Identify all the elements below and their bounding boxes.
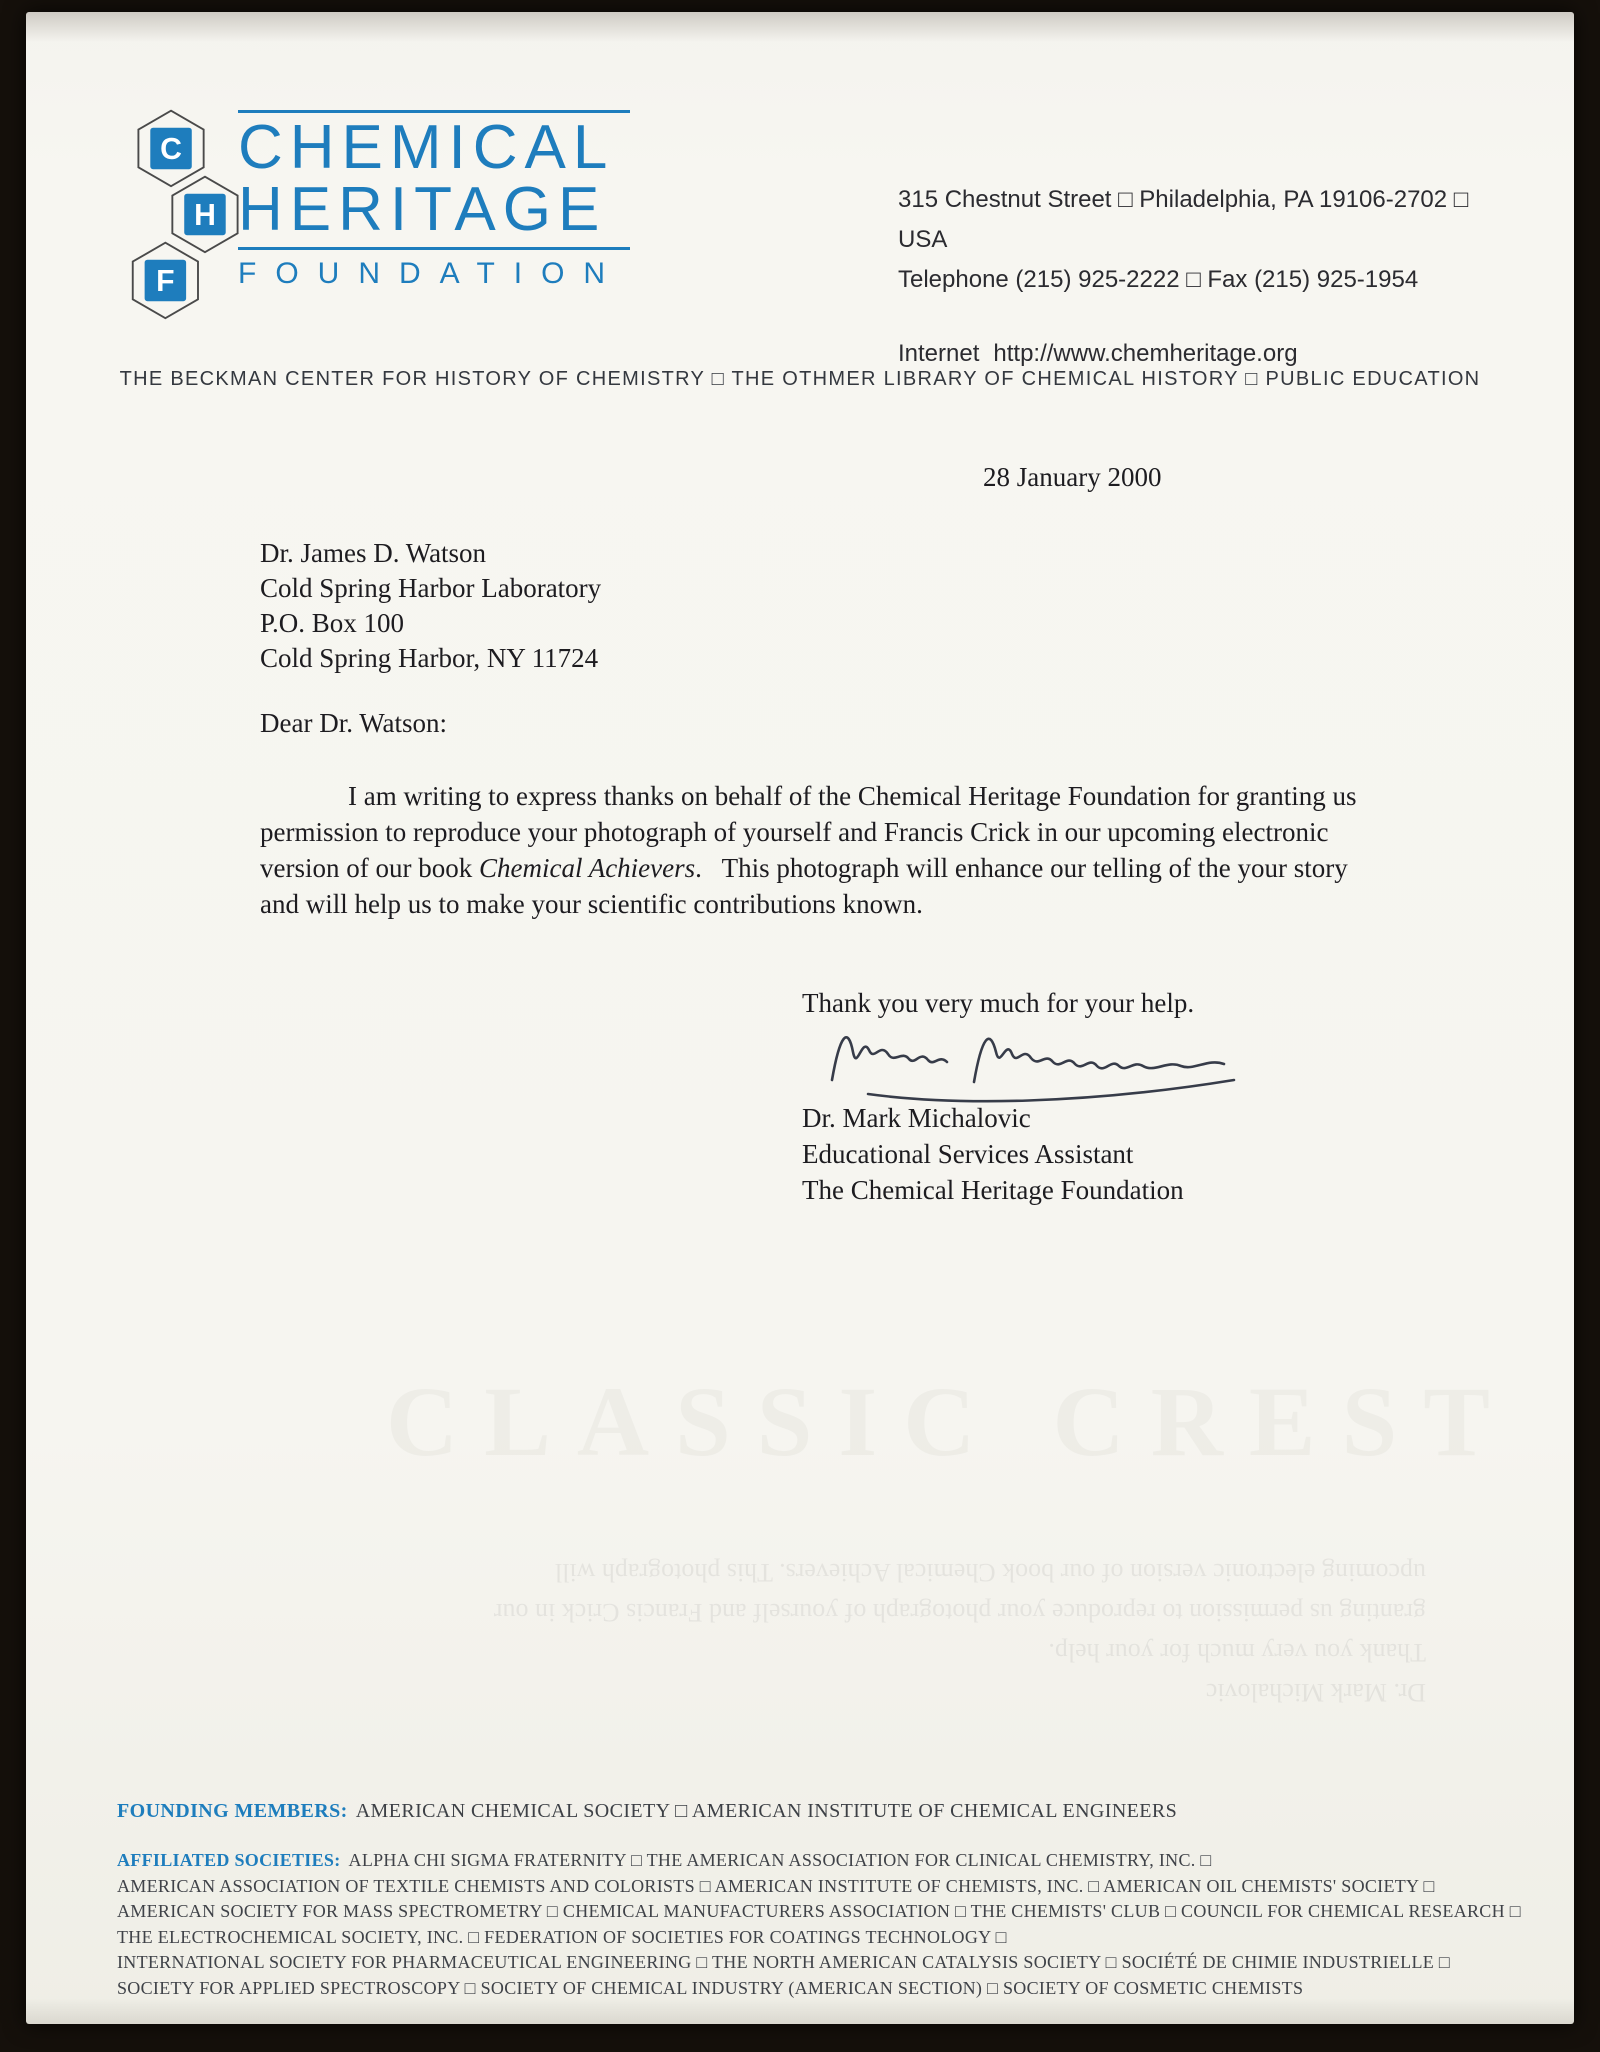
letterhead-address: 315 Chestnut Street □ Philadelphia, PA 19106-2702 □ USA — [898, 186, 1469, 253]
page-showthrough-text — [326, 1552, 1426, 1712]
signer-title: Educational Services Assistant — [802, 1139, 1134, 1169]
affiliated-line: INTERNATIONAL SOCIETY FOR PHARMACEUTICAL ENGINEERING □ THE NORTH AMERICAN CATALYSIS SOCIETY □ SOCIÉTÉ DE CHIMIE INDUSTRIELLE □ — [117, 1952, 1451, 1972]
recipient-city-state-zip: Cold Spring Harbor, NY 11724 — [260, 643, 599, 673]
showthrough-line: upcoming electronic version of our book Chemical Achievers. This photograph will — [554, 1558, 1426, 1587]
organization-name — [238, 110, 630, 290]
letterhead-contact-block — [898, 180, 1518, 374]
signer-organization: The Chemical Heritage Foundation — [802, 1175, 1184, 1205]
organization-name-main — [238, 110, 630, 250]
logo-letter-h: H — [194, 198, 216, 232]
recipient-name: Dr. James D. Watson — [260, 538, 487, 568]
showthrough-line: Dr. Mark Michalovic — [1205, 1678, 1426, 1707]
letter-paragraph — [260, 778, 1376, 922]
salutation: Dear Dr. Watson: — [260, 708, 448, 738]
affiliated-line: AMERICAN ASSOCIATION OF TEXTILE CHEMISTS AND COLORISTS □ AMERICAN INSTITUTE OF CHEMISTS, INC. □ AMERICAN OIL CHEMISTS' SOCIETY □ — [117, 1875, 1435, 1896]
logo-letter-f: F — [156, 264, 175, 298]
founding-members-text: AMERICAN CHEMICAL SOCIETY □ AMERICAN INSTITUTE OF CHEMICAL ENGINEERS — [355, 1800, 1178, 1822]
letter-page — [26, 12, 1574, 2024]
affiliated-line — [117, 1848, 1521, 1874]
founding-members-line — [117, 1800, 1177, 1823]
paragraph-text-before-italic: I am writing to express thanks on behalf of the Chemical Heritage Foundation for granting us permission to reproduce your photograph of yourself and Francis Crick in our upcoming electronic version of our book — [260, 781, 1357, 883]
org-name-line-chemical: CHEMICAL — [238, 113, 615, 182]
affiliated-societies-block — [117, 1848, 1521, 2001]
showthrough-line: Thank you very much for your help. — [1048, 1638, 1426, 1667]
affiliated-line: AMERICAN SOCIETY FOR MASS SPECTROMETRY □ CHEMICAL MANUFACTURERS ASSOCIATION □ THE CHEMISTS' CLUB □ COUNCIL FOR CHEMICAL RESEARCH □ — [117, 1901, 1521, 1921]
letterhead-banner: THE BECKMAN CENTER FOR HISTORY OF CHEMISTRY □ THE OTHMER LIBRARY OF CHEMICAL HISTORY □ PUBLIC EDUCATION — [119, 368, 1481, 390]
book-title-italic: Chemical Achievers — [478, 853, 696, 883]
website-url: http://www.chemheritage.org — [993, 340, 1298, 367]
showthrough-line: granting us permission to reproduce your photograph of yourself and Francis Crick in our — [493, 1598, 1426, 1627]
affiliated-societies-label: AFFILIATED SOCIETIES: — [117, 1850, 341, 1870]
affiliated-line: SOCIETY FOR APPLIED SPECTROSCOPY □ SOCIETY OF CHEMICAL INDUSTRY (AMERICAN SECTION) □ SOCIETY OF COSMETIC CHEMISTS — [117, 1977, 1304, 1998]
recipient-po-box: P.O. Box 100 — [260, 608, 405, 638]
recipient-organization: Cold Spring Harbor Laboratory — [260, 573, 602, 603]
handwritten-signature — [816, 1010, 1256, 1110]
founding-members-label: FOUNDING MEMBERS: — [117, 1800, 348, 1822]
signer-name: Dr. Mark Michalovic — [802, 1103, 1031, 1133]
letterhead-phone-fax: Telephone (215) 925-2222 □ Fax (215) 925-1954 — [898, 266, 1419, 293]
closing-line: Thank you very much for your help. — [802, 988, 1195, 1018]
letter-date: 28 January 2000 — [983, 462, 1162, 492]
logo-letter-c: C — [160, 132, 182, 166]
signature-block — [802, 1100, 1184, 1208]
org-name-line-foundation: FOUNDATION — [238, 257, 625, 290]
chf-hexagon-logo — [122, 108, 254, 336]
org-name-line-heritage: HERITAGE — [238, 175, 607, 244]
paragraph-text-after-italic: . This photograph will enhance our telling of the your story and will help us to make your scientific contributions known. — [260, 853, 1348, 919]
affiliated-line-text: ALPHA CHI SIGMA FRATERNITY □ THE AMERICAN ASSOCIATION FOR CLINICAL CHEMISTRY, INC. □ — [348, 1850, 1212, 1870]
affiliated-line: THE ELECTROCHEMICAL SOCIETY, INC. □ FEDERATION OF SOCIETIES FOR COATINGS TECHNOLOGY □ — [117, 1926, 1007, 1947]
paper-watermark: CLASSIC CREST — [386, 1366, 1516, 1477]
recipient-address-block — [260, 536, 601, 676]
internet-label: Internet — [898, 340, 980, 367]
